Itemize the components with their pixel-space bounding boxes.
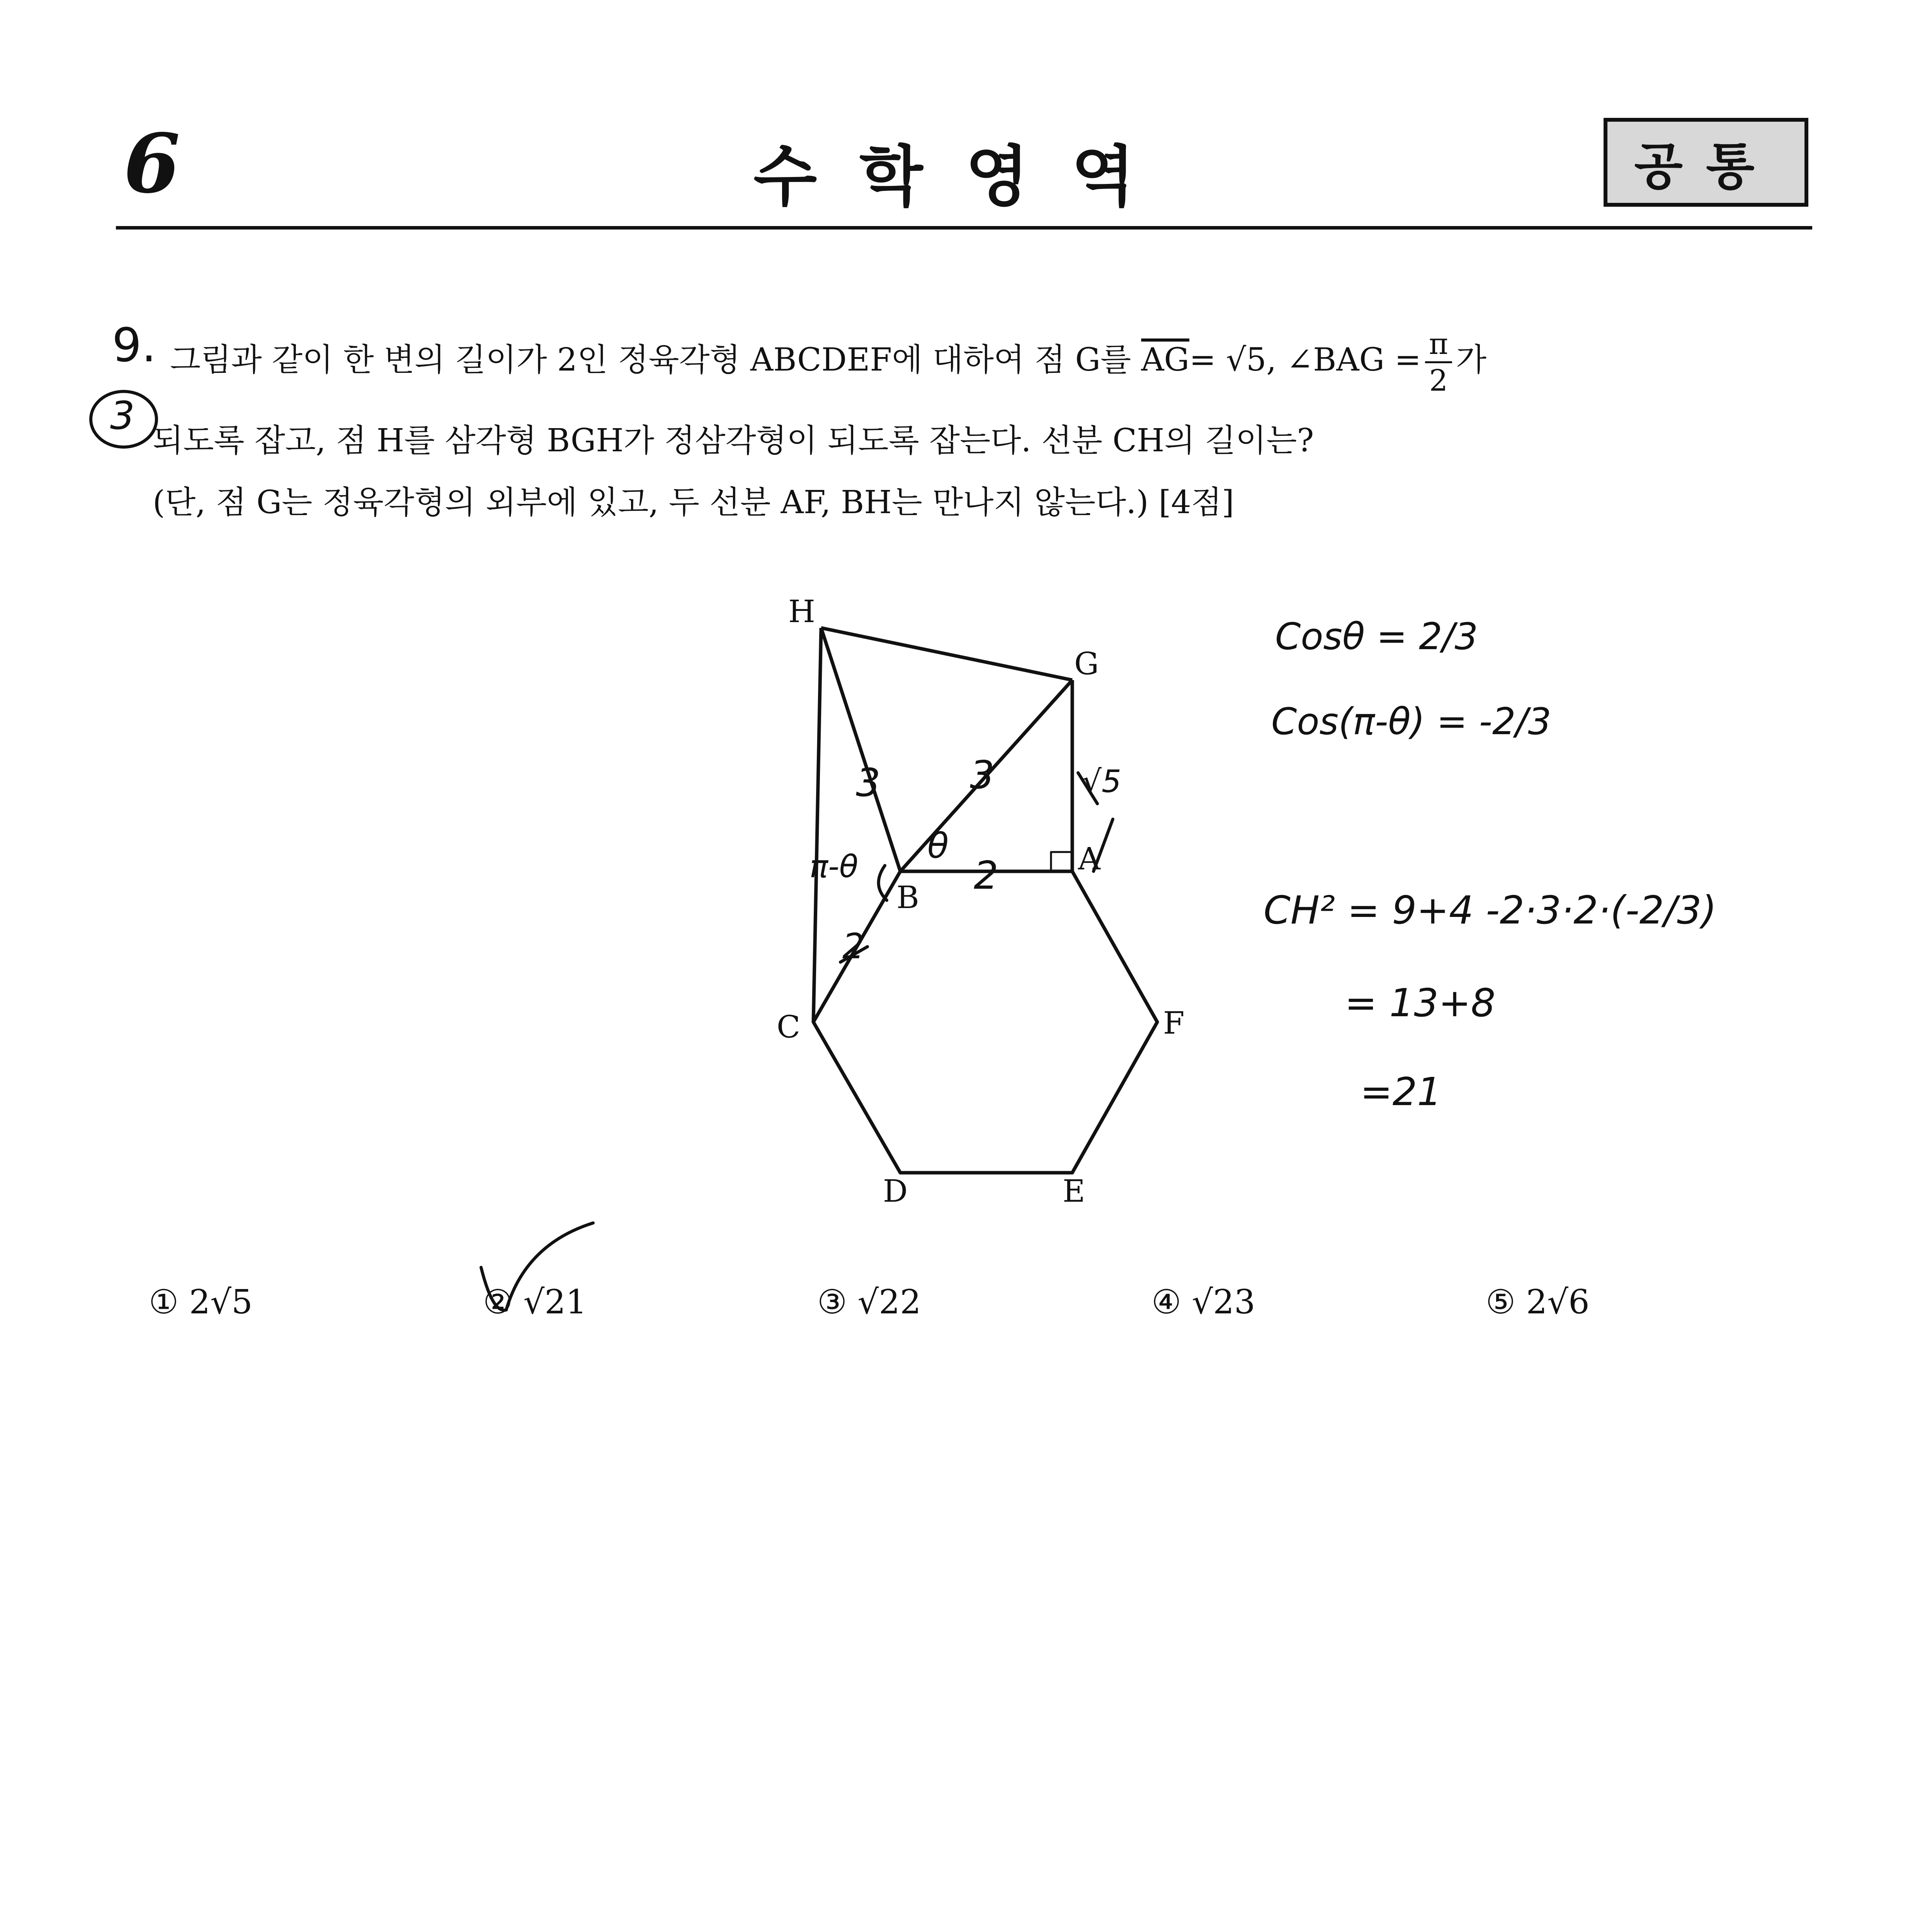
- choice-5-mark: ⑤: [1486, 1283, 1516, 1321]
- hand-side-bc: 2: [842, 926, 865, 967]
- choice-4-mark: ④: [1151, 1283, 1182, 1321]
- hand-note-result: =21: [1360, 1069, 1442, 1114]
- question-number: 9.: [112, 319, 156, 372]
- segment-gh: [821, 628, 1072, 680]
- choice-5[interactable]: [1486, 1283, 1590, 1321]
- choice-4[interactable]: [1151, 1283, 1255, 1321]
- question-line-2: 되도록 잡고, 점 H를 삼각형 BGH가 정삼각형이 되도록 잡는다. 선분 CH의 길이는?: [153, 422, 1314, 459]
- segment-ch: [813, 628, 821, 1022]
- hand-angle-theta: θ: [927, 826, 949, 866]
- label-f: F: [1163, 1005, 1185, 1041]
- hand-note-cos-theta: Cosθ = 2/3: [1275, 616, 1478, 658]
- label-c: C: [777, 1009, 801, 1045]
- exam-type-label: 공통: [1634, 137, 1778, 196]
- label-e: E: [1063, 1173, 1085, 1209]
- choice-3-value: √22: [857, 1283, 921, 1321]
- question-condition: (단, 점 G는 정육각형의 외부에 있고, 두 선분 AF, BH는 만나지 않는다.) [4점]: [153, 484, 1234, 521]
- question-text-1b: 가: [1456, 342, 1487, 378]
- label-h: H: [788, 594, 815, 629]
- hand-circled-digit: 3: [110, 393, 135, 438]
- choice-4-value: √23: [1192, 1283, 1255, 1321]
- label-a: A: [1078, 841, 1100, 877]
- choice-3-mark: ③: [817, 1283, 847, 1321]
- hand-side-bh: 3: [856, 760, 881, 805]
- subject-title: 수학영역: [753, 139, 1177, 215]
- fraction-numerator: π: [1425, 327, 1452, 363]
- right-angle-mark: [1051, 852, 1072, 871]
- label-g: G: [1074, 646, 1099, 682]
- fraction-denominator: 2: [1429, 363, 1448, 398]
- label-d: D: [883, 1173, 908, 1209]
- choice-3[interactable]: [817, 1283, 921, 1321]
- choice-1-mark: ①: [149, 1283, 179, 1321]
- hand-note-cos-pi-minus: Cos(π-θ) = -2/3: [1271, 701, 1551, 743]
- hand-note-law-of-cosines: CH² = 9+4 -2·3·2·(-2/3): [1264, 888, 1717, 933]
- choice-1[interactable]: [149, 1283, 253, 1321]
- angle-bag-label: ∠BAG =: [1286, 342, 1421, 378]
- choice-1-value: 2√5: [189, 1283, 253, 1321]
- choice-2-value: √21: [523, 1283, 587, 1321]
- hand-side-ag: √5: [1082, 764, 1121, 799]
- choice-2[interactable]: [483, 1283, 587, 1321]
- hexagon-abcdef: [813, 871, 1157, 1173]
- segment-bh: [821, 628, 900, 871]
- segment-ag-value: = √5,: [1189, 342, 1277, 378]
- segment-ag: $\overline{AG}$: [1141, 342, 1190, 378]
- hand-side-bg: 3: [970, 752, 995, 798]
- question-text-1a: 그림과 같이 한 변의 길이가 2인 정육각형 ABCDEF에 대하여 점 G를: [170, 342, 1131, 378]
- choice-5-value: 2√6: [1526, 1283, 1590, 1321]
- hand-note-sum: = 13+8: [1345, 980, 1496, 1026]
- hand-side-ab: 2: [974, 853, 998, 898]
- choice-2-mark: ②: [483, 1283, 513, 1321]
- hand-angle-pi-minus-theta: π-θ: [810, 849, 858, 884]
- label-b: B: [896, 879, 919, 915]
- page-number: 6: [124, 116, 180, 211]
